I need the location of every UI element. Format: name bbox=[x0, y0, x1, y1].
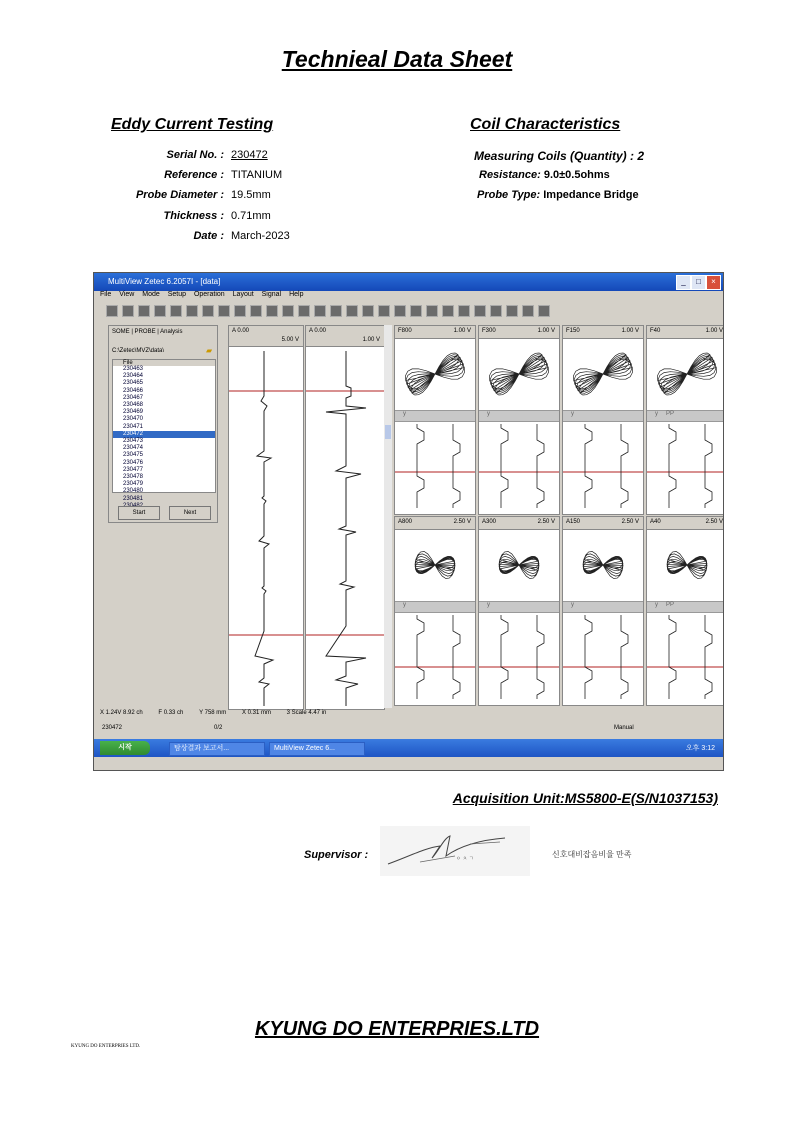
system-clock: 오후 3:12 bbox=[685, 745, 715, 752]
supervisor-signature bbox=[380, 826, 530, 876]
reference-label: Reference : bbox=[164, 169, 224, 181]
vertical-scrollbar[interactable] bbox=[384, 325, 392, 708]
lissajous-panel[interactable] bbox=[478, 516, 560, 706]
strip-chart-1-trace bbox=[229, 326, 303, 709]
y-label: y bbox=[571, 602, 574, 608]
file-list-item[interactable]: 230481 bbox=[123, 495, 144, 502]
file-list-item[interactable]: 230474 bbox=[123, 445, 144, 452]
tool-icon[interactable] bbox=[234, 305, 246, 317]
pp-label: PP bbox=[666, 602, 675, 608]
lissajous-channel: F300 bbox=[482, 328, 496, 334]
page-title: Technieal Data Sheet bbox=[281, 46, 513, 72]
lissajous-plot bbox=[647, 517, 724, 705]
lissajous-panel[interactable] bbox=[394, 325, 476, 515]
pp-label: PP bbox=[666, 411, 675, 417]
supervisor-label: Supervisor : bbox=[304, 849, 369, 861]
tool-icon[interactable] bbox=[426, 305, 438, 317]
tool-icon[interactable] bbox=[266, 305, 278, 317]
window-title: MultiView Zetec 6.2057I - [data] bbox=[108, 277, 221, 286]
menu-file[interactable]: File bbox=[100, 291, 112, 298]
lissajous-scale: 2.50 V bbox=[537, 519, 555, 525]
tool-icon[interactable] bbox=[250, 305, 262, 317]
lissajous-plot bbox=[395, 517, 475, 705]
file-list-item[interactable]: 230478 bbox=[123, 474, 144, 481]
measuring-coils-label: Measuring Coils (Quantity) : bbox=[474, 149, 635, 163]
probe-type-label: Probe Type: bbox=[477, 189, 541, 201]
file-list-item[interactable]: 230467 bbox=[123, 394, 144, 401]
tool-icon[interactable] bbox=[170, 305, 182, 317]
probe-type-value: Impedance Bridge bbox=[543, 189, 639, 201]
eddy-heading: Eddy Current Testing bbox=[111, 116, 274, 133]
thickness-label: Thickness : bbox=[163, 210, 224, 222]
lissajous-channel: A150 bbox=[566, 519, 581, 525]
lissajous-panel[interactable] bbox=[562, 516, 644, 706]
file-list-item[interactable]: 230464 bbox=[123, 373, 144, 380]
lissajous-plot bbox=[563, 517, 643, 705]
y-label: y bbox=[655, 411, 658, 417]
tool-icon[interactable] bbox=[442, 305, 454, 317]
resistance bbox=[479, 169, 610, 181]
tool-icon[interactable] bbox=[106, 305, 118, 317]
strip-chart-2-trace bbox=[306, 326, 384, 709]
y-label: y bbox=[487, 411, 490, 417]
tool-icon[interactable] bbox=[362, 305, 374, 317]
y-label: y bbox=[487, 602, 490, 608]
lissajous-panel[interactable] bbox=[394, 516, 476, 706]
status-item: Y 758 mm bbox=[199, 710, 227, 716]
lissajous-panel[interactable] bbox=[646, 325, 724, 515]
tool-icon[interactable] bbox=[138, 305, 150, 317]
signature-note: 신호대비잡음비율 만족 bbox=[552, 850, 632, 859]
file-list-item[interactable]: 230477 bbox=[123, 466, 144, 473]
lissajous-plot bbox=[647, 326, 724, 514]
status-index: 0/2 bbox=[214, 725, 223, 731]
folder-icon[interactable]: ▰ bbox=[206, 346, 213, 355]
file-list-item[interactable]: 230471 bbox=[123, 423, 144, 430]
file-list-item[interactable]: 230465 bbox=[123, 380, 144, 387]
tool-icon[interactable] bbox=[474, 305, 486, 317]
lissajous-scale: 1.00 V bbox=[621, 328, 639, 334]
tool-icon[interactable] bbox=[122, 305, 134, 317]
tool-icon[interactable] bbox=[458, 305, 470, 317]
lissajous-scale: 2.50 V bbox=[621, 519, 639, 525]
reference-value: TITANIUM bbox=[231, 169, 283, 181]
minimize-icon[interactable]: _ bbox=[676, 275, 691, 290]
status-mode: Manual bbox=[614, 725, 634, 731]
taskbar bbox=[94, 739, 723, 757]
menu-help[interactable]: Help bbox=[289, 291, 304, 298]
side-panel bbox=[108, 325, 218, 523]
measuring-coils-value: 2 bbox=[637, 149, 645, 163]
acquisition-unit: Acquisition Unit:MS5800-E(S/N1037153) bbox=[452, 790, 718, 806]
resistance-label: Resistance: bbox=[479, 169, 541, 181]
status-file: 230472 bbox=[102, 725, 123, 731]
file-list-item[interactable]: 230472 bbox=[113, 431, 215, 438]
strip-chart-1-scale: 5.00 V bbox=[281, 337, 299, 343]
close-icon[interactable]: × bbox=[706, 275, 721, 290]
lissajous-plot bbox=[479, 517, 559, 705]
lissajous-channel: F800 bbox=[398, 328, 412, 334]
status-item: F 0.33 ch bbox=[158, 710, 184, 716]
lissajous-channel: A40 bbox=[650, 519, 661, 525]
tool-icon[interactable] bbox=[186, 305, 198, 317]
menu-bar bbox=[94, 291, 723, 303]
file-list[interactable] bbox=[112, 359, 216, 502]
file-list-item[interactable]: 230476 bbox=[123, 459, 144, 466]
resistance-value: 9.0±0.5ohms bbox=[543, 169, 610, 181]
file-list-item[interactable]: 230480 bbox=[123, 488, 144, 495]
tool-icon[interactable] bbox=[218, 305, 230, 317]
strip-chart-2-channel: A 0.00 bbox=[309, 328, 327, 334]
thickness-value: 0.71mm bbox=[231, 210, 271, 222]
maximize-icon[interactable]: □ bbox=[691, 275, 706, 290]
lissajous-scale: 1.00 V bbox=[453, 328, 471, 334]
side-path: C:\Zetec\MVZ\data\ bbox=[112, 348, 165, 354]
lissajous-scale: 1.00 V bbox=[705, 328, 723, 334]
status-item: X 1.24V 8.92 ch bbox=[100, 710, 143, 716]
tool-icon[interactable] bbox=[202, 305, 214, 317]
y-label: y bbox=[655, 602, 658, 608]
lissajous-panel[interactable] bbox=[646, 516, 724, 706]
tool-icon[interactable] bbox=[394, 305, 406, 317]
lissajous-channel: A800 bbox=[398, 519, 413, 525]
file-list-item[interactable]: 230475 bbox=[123, 452, 144, 459]
file-list-item[interactable]: 230468 bbox=[123, 402, 144, 409]
tool-icon[interactable] bbox=[298, 305, 310, 317]
lissajous-panel[interactable] bbox=[562, 325, 644, 515]
start-menu-button[interactable]: 시작 bbox=[100, 741, 150, 755]
file-list-header[interactable]: File bbox=[113, 360, 215, 366]
file-list-items bbox=[113, 366, 215, 510]
file-list-item[interactable]: 230479 bbox=[123, 481, 144, 488]
file-list-item[interactable]: 230470 bbox=[123, 416, 144, 423]
serial-label: Serial No. : bbox=[166, 149, 224, 161]
tool-icon[interactable] bbox=[330, 305, 342, 317]
toolbar bbox=[104, 304, 714, 318]
lissajous-scale: 2.50 V bbox=[453, 519, 471, 525]
probe-type bbox=[477, 189, 639, 201]
taskbar-item-multiview[interactable]: MultiView Zetec 6... bbox=[269, 742, 365, 756]
tool-icon[interactable] bbox=[378, 305, 390, 317]
probe-diameter-value: 19.5mm bbox=[231, 189, 271, 201]
probe-diameter-label: Probe Diameter : bbox=[135, 189, 224, 201]
tool-icon[interactable] bbox=[314, 305, 326, 317]
y-label: y bbox=[403, 411, 406, 417]
menu-operation[interactable]: Operation bbox=[193, 291, 225, 298]
lissajous-panel[interactable] bbox=[478, 325, 560, 515]
tool-icon[interactable] bbox=[282, 305, 294, 317]
small-footer-text: KYUNG DO ENTERPRIES LTD. bbox=[71, 1044, 141, 1049]
lissajous-scale: 1.00 V bbox=[537, 328, 555, 334]
y-label: y bbox=[403, 602, 406, 608]
lissajous-scale: 2.50 V bbox=[705, 519, 723, 525]
menu-view[interactable]: View bbox=[119, 291, 135, 298]
tool-icon[interactable] bbox=[538, 305, 550, 317]
menu-mode[interactable]: Mode bbox=[142, 291, 160, 298]
file-list-item[interactable]: 230473 bbox=[123, 438, 144, 445]
date-label: Date : bbox=[193, 230, 224, 242]
status-item: X 0.31 mm bbox=[241, 710, 271, 716]
strip-chart-1-channel: A 0.00 bbox=[232, 328, 250, 334]
tool-icon[interactable] bbox=[154, 305, 166, 317]
status-item: 3 Scale 4.47 in bbox=[286, 710, 327, 716]
next-button[interactable]: Next bbox=[169, 506, 211, 520]
strip-chart-2[interactable] bbox=[305, 325, 385, 710]
coil-heading: Coil Characteristics bbox=[470, 116, 621, 133]
strip-chart-2-scale: 1.00 V bbox=[362, 337, 380, 343]
measuring-coils bbox=[474, 149, 644, 163]
serial-value: 230472 bbox=[231, 149, 268, 161]
scrollbar-thumb[interactable] bbox=[385, 425, 391, 439]
date-value: March-2023 bbox=[231, 230, 290, 242]
svg-text:ㅇ ㅊ ㄱ: ㅇ ㅊ ㄱ bbox=[456, 856, 474, 862]
strip-chart-1[interactable] bbox=[228, 325, 304, 710]
taskbar-item-report[interactable]: 탐상결과 보고서... bbox=[169, 742, 265, 756]
lissajous-channel: F40 bbox=[650, 328, 661, 334]
multiview-screenshot bbox=[93, 272, 724, 771]
side-tabs[interactable]: SOME | PROBE | Analysis bbox=[112, 329, 183, 335]
menu-signal[interactable]: Signal bbox=[261, 291, 282, 298]
menu-layout[interactable]: Layout bbox=[232, 291, 254, 298]
window-titlebar bbox=[94, 273, 723, 291]
y-label: y bbox=[571, 411, 574, 417]
tool-icon[interactable] bbox=[490, 305, 502, 317]
company-name: KYUNG DO ENTERPRIES.LTD bbox=[254, 1018, 540, 1040]
lissajous-plot bbox=[395, 326, 475, 514]
tool-icon[interactable] bbox=[410, 305, 422, 317]
lissajous-plot bbox=[563, 326, 643, 514]
tool-icon[interactable] bbox=[346, 305, 358, 317]
file-list-item[interactable]: 230466 bbox=[123, 387, 144, 394]
start-button[interactable]: Start bbox=[118, 506, 160, 520]
lissajous-channel: F150 bbox=[566, 328, 580, 334]
file-list-item[interactable]: 230469 bbox=[123, 409, 144, 416]
lissajous-channel: A300 bbox=[482, 519, 497, 525]
status-bar bbox=[94, 710, 723, 721]
file-list-item[interactable]: 230463 bbox=[123, 366, 144, 372]
status-bar-2 bbox=[94, 725, 723, 736]
tool-icon[interactable] bbox=[506, 305, 518, 317]
menu-setup[interactable]: Setup bbox=[167, 291, 186, 298]
tool-icon[interactable] bbox=[522, 305, 534, 317]
lissajous-plot bbox=[479, 326, 559, 514]
